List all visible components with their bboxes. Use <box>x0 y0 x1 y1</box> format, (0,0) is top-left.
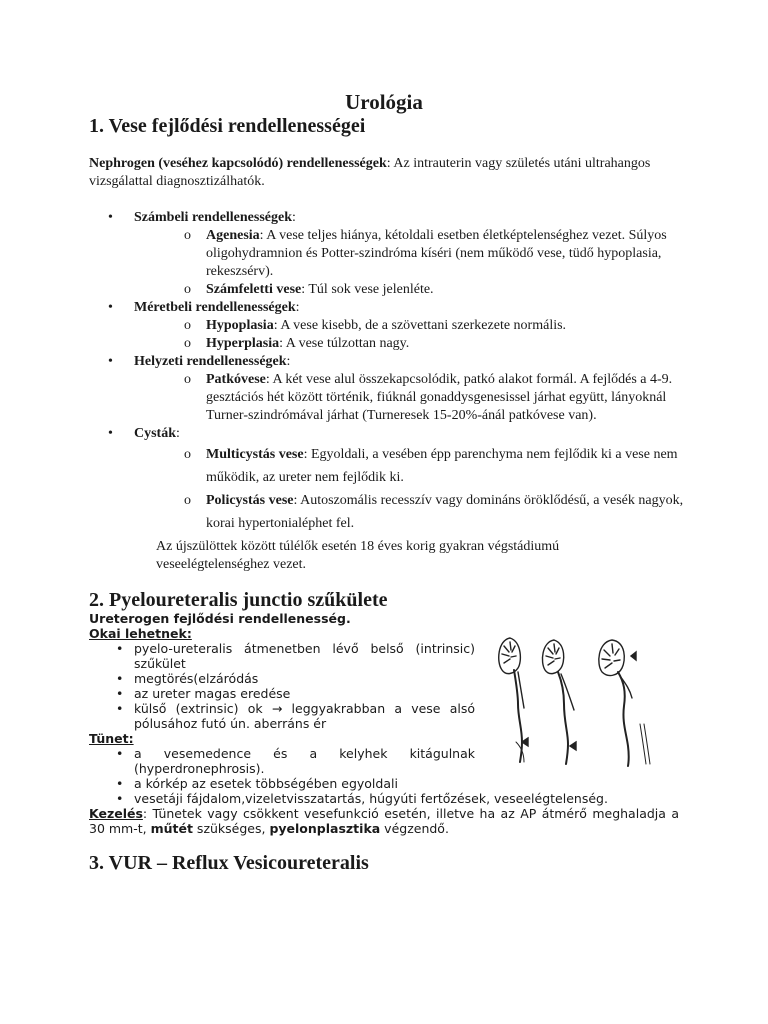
group-position: • Helyzeti rendellenességek: o Patkóvese: A két vese alul összekapcsolódik, patkó alakot formál. A fejlődés a 4-9. gesztációs hét között történik, fiúknál gonaddysgenesissel járhat együtt, lányoknál Turner-szindrómával járhat (Turneresek 15-20%-ánál patkóvese van). <box>108 353 688 425</box>
item-text: vesetáji fájdalom,vizeletvisszatartás, húgyúti fertőzések, veseelégtelenség. <box>134 791 608 806</box>
circle-bullet-icon: o <box>184 318 191 333</box>
group-items <box>134 371 688 425</box>
item-text: az ureter magas eredése <box>134 686 291 701</box>
group-size: • Méretbeli rendellenességek: o Hypoplasia: A vese kisebb, de a szövettani szerkezete normális. o Hyperplasia: A vese túlzottan nagy. <box>108 299 688 353</box>
bullet-icon: • <box>108 300 113 315</box>
section1-intro <box>89 155 699 191</box>
list-item <box>89 641 475 671</box>
circle-bullet-icon: o <box>184 372 191 387</box>
circle-bullet-icon: o <box>184 282 191 297</box>
bullet-icon: • <box>116 641 124 656</box>
group-title: Számbeli rendellenességek <box>134 210 293 225</box>
circle-bullet-icon: o <box>184 336 191 351</box>
treatment-text: : Tünetek vagy csökkent vesefunkció esetén, illetve ha az AP átmérő meghaladja a 30 mm-t, <box>89 806 679 836</box>
item-text: : A vese teljes hiánya, kétoldali esetben életképtelenséghez vezet. Súlyos oligohydramnion és Potter-szindróma kíséri (nem működő vese, tüdő hypoplasia, rekeszsérv). <box>206 228 667 279</box>
kidney-drawing-1 <box>499 638 528 762</box>
group-items <box>134 443 688 535</box>
bullet-icon: • <box>108 426 113 441</box>
circle-bullet-icon: o <box>184 493 191 508</box>
section1-note: Az újszülöttek között túlélők esetén 18 éves korig gyakran végstádiumú veseelégtelenséghez vezet. <box>156 539 560 572</box>
causes-list <box>89 641 475 731</box>
section2-heading: 2. Pyeloureteralis junctio szűkülete <box>89 589 388 611</box>
bullet-icon: • <box>116 686 124 701</box>
list-item <box>134 489 688 535</box>
subtitle-text: Ureterogen fejlődési rendellenesség. <box>89 611 351 626</box>
list-item <box>89 671 475 686</box>
list-item <box>89 776 629 791</box>
item-text: a vesemedence és a kelyhek kitágulnak (hyperdronephrosis). <box>134 746 475 776</box>
section1-heading: 1. Vese fejlődési rendellenességei <box>89 115 366 137</box>
arrow-icon: → <box>271 701 283 716</box>
bullet-icon: • <box>116 776 124 791</box>
item-term: Policystás vese <box>206 493 294 508</box>
bullet-icon: • <box>116 746 124 761</box>
anomaly-group-list <box>108 209 688 535</box>
treatment-paragraph <box>89 806 679 836</box>
item-text: a kórkép az esetek többségében egyoldali <box>134 776 398 791</box>
symptoms-list-continued <box>89 776 629 806</box>
treatment-term: pyelonplasztika <box>269 821 381 836</box>
document-title: Urológia <box>345 90 423 114</box>
treatment-term: műtét <box>150 821 193 836</box>
bullet-icon: • <box>116 791 124 806</box>
group-title: Méretbeli rendellenességek <box>134 300 296 315</box>
list-item <box>134 227 688 281</box>
treatment-label: Kezelés <box>89 806 143 821</box>
list-item <box>89 791 629 806</box>
causes-label: Okai lehetnek: <box>89 626 192 641</box>
item-text: pyelo-ureteralis átmenetben lévő belső (intrinsic) szűkület <box>134 641 475 671</box>
group-title: Helyzeti rendellenességek <box>134 354 287 369</box>
list-item <box>89 686 475 701</box>
list-item <box>134 281 688 299</box>
list-item <box>134 371 688 425</box>
bullet-icon: • <box>116 701 124 716</box>
group-items <box>134 227 688 299</box>
group-cysts: • Cysták: o Multicystás vese: Egyoldali, a vesében épp parenchyma nem fejlődik ki a vese nem működik, az ureter nem fejlődik ki. o Policystás vese: Autoszomális recesszív vagy domináns öröklődésű, a vesék nagyok, korai hypertonialéphet fel. <box>108 425 688 535</box>
kidney-ureter-illustration <box>488 632 670 768</box>
item-term: Hyperplasia <box>206 336 280 351</box>
item-text: : A két vese alul összekapcsolódik, patkó alakot formál. A fejlődés a 4-9. gesztációs hét között történik, fiúknál gonaddysgenesissel járhat együtt, lányoknál Turner-szindrómával járhat (Turneresek 15-20%-ánál patkóvese van). <box>206 372 673 423</box>
group-title: Cysták <box>134 426 177 441</box>
circle-bullet-icon: o <box>184 228 191 243</box>
item-term: Hypoplasia <box>206 318 274 333</box>
group-items <box>134 317 688 353</box>
item-text: : Egyoldali, a vesében épp parenchyma nem fejlődik ki a vese nem működik, az ureter nem fejlődik ki. <box>206 447 678 485</box>
bullet-icon: • <box>108 210 113 225</box>
list-item <box>89 746 475 776</box>
item-term: Számfeletti vese <box>206 282 302 297</box>
item-text: leggyakrabban a vese alsó pólusához futó ún. aberráns ér <box>134 701 475 731</box>
item-text: : Autoszomális recesszív vagy domináns öröklődésű, a vesék nagyok, korai hypertonialéphet fel. <box>206 493 684 531</box>
list-item <box>134 443 688 489</box>
item-text: : A vese kisebb, de a szövettani szerkezete normális. <box>273 318 567 333</box>
item-term: Multicystás vese <box>206 447 304 462</box>
bullet-icon: • <box>116 671 124 686</box>
treatment-text: szükséges, <box>192 821 270 836</box>
item-text: külső (extrinsic) ok <box>134 701 272 716</box>
list-item <box>89 701 475 731</box>
item-text: megtörés(elzáródás <box>134 671 259 686</box>
symptoms-label: Tünet: <box>89 731 134 746</box>
item-term: Agenesia <box>206 228 260 243</box>
treatment-text: végzendő. <box>380 821 449 836</box>
circle-bullet-icon: o <box>184 447 191 462</box>
kidney-drawing-3 <box>599 640 650 766</box>
kidney-drawing-2 <box>542 640 576 764</box>
item-term: Patkóvese <box>206 372 266 387</box>
group-numerical: • Számbeli rendellenességek: o Agenesia: A vese teljes hiánya, kétoldali esetben életképtelenséghez vezet. Súlyos oligohydramnion és Potter-szindróma kíséri (nem működő vese, tüdő hypoplasia, rekeszsérv). o Számfeletti vese: Túl sok vese jelenléte. <box>108 209 688 299</box>
item-text: : A vese túlzottan nagy. <box>279 336 410 351</box>
bullet-icon: • <box>108 354 113 369</box>
list-item <box>134 317 688 335</box>
section2-subtitle <box>89 611 679 626</box>
section3-heading: 3. VUR – Reflux Vesicoureteralis <box>89 852 369 874</box>
list-item <box>134 335 688 353</box>
intro-term: Nephrogen (veséhez kapcsolódó) rendellenességek <box>89 156 387 171</box>
intro-text: : Az intrauterin vagy születés utáni ultrahangos vizsgálattal diagnosztizálhatók. <box>89 156 651 189</box>
symptoms-list <box>89 746 475 776</box>
item-text: : Túl sok vese jelenléte. <box>301 282 434 297</box>
